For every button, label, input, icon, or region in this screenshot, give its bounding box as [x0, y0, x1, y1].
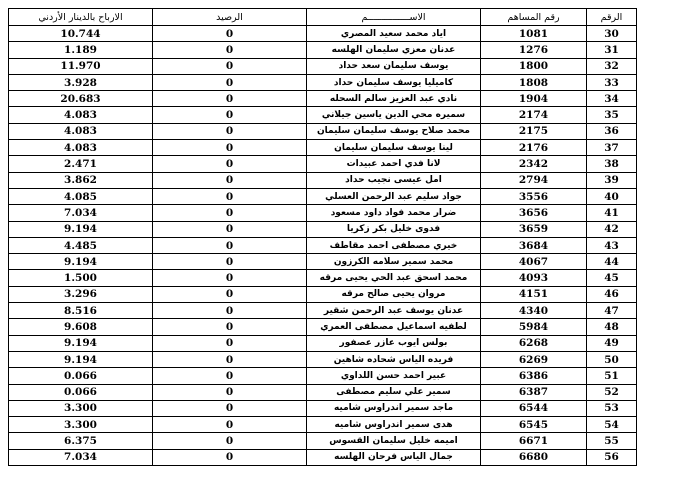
dividend-cell: 0.066 — [9, 368, 153, 384]
dividend-cell: 9.194 — [9, 351, 153, 367]
shareholder-no-cell: 6544 — [481, 400, 587, 416]
name-cell: لينا يوسف سليمان سليمان — [307, 140, 481, 156]
table-row — [9, 74, 637, 90]
dividend-cell: 11.970 — [9, 58, 153, 74]
balance-cell: 0 — [153, 42, 307, 58]
table-row — [9, 303, 637, 319]
header-dividends: الارباح بالدينار الأردني — [9, 9, 153, 26]
name-cell: كاميليا يوسف سليمان حداد — [307, 74, 481, 90]
dividend-cell: 4.083 — [9, 123, 153, 139]
shareholder-no-cell: 6269 — [481, 351, 587, 367]
name-cell: سمير علي سليم مصطفى — [307, 384, 481, 400]
table-row — [9, 319, 637, 335]
index-cell: 32 — [587, 58, 637, 74]
table-row — [9, 433, 637, 449]
balance-cell: 0 — [153, 254, 307, 270]
table-row — [9, 107, 637, 123]
table-row — [9, 156, 637, 172]
name-cell: محمد صلاح يوسف سليمان سليمان — [307, 123, 481, 139]
index-cell: 31 — [587, 42, 637, 58]
table-row — [9, 237, 637, 253]
dividend-cell: 3.300 — [9, 400, 153, 416]
shareholder-no-cell: 6386 — [481, 368, 587, 384]
dividend-cell: 4.085 — [9, 188, 153, 204]
dividend-cell: 3.928 — [9, 74, 153, 90]
dividend-cell: 0.066 — [9, 384, 153, 400]
table-row — [9, 172, 637, 188]
balance-cell: 0 — [153, 433, 307, 449]
header-name: الاســـــــــــــــم — [307, 9, 481, 26]
table-row — [9, 270, 637, 286]
index-cell: 50 — [587, 351, 637, 367]
name-cell: عدنان يوسف عبد الرحمن شقير — [307, 303, 481, 319]
table-row — [9, 91, 637, 107]
balance-cell: 0 — [153, 205, 307, 221]
dividend-cell: 9.194 — [9, 254, 153, 270]
balance-cell: 0 — [153, 221, 307, 237]
index-cell: 46 — [587, 286, 637, 302]
dividend-cell: 8.516 — [9, 303, 153, 319]
index-cell: 52 — [587, 384, 637, 400]
table-row — [9, 140, 637, 156]
dividend-cell: 3.296 — [9, 286, 153, 302]
name-cell: اميمه خليل سليمان القسوس — [307, 433, 481, 449]
shareholder-no-cell: 1081 — [481, 26, 587, 42]
table-body — [9, 26, 637, 466]
shareholder-no-cell: 6545 — [481, 417, 587, 433]
index-cell: 33 — [587, 74, 637, 90]
name-cell: سميره محي الدين ياسين جيلاني — [307, 107, 481, 123]
dividend-cell: 3.862 — [9, 172, 153, 188]
name-cell: نادي عبد العزيز سالم السحله — [307, 91, 481, 107]
balance-cell: 0 — [153, 417, 307, 433]
index-cell: 51 — [587, 368, 637, 384]
index-cell: 38 — [587, 156, 637, 172]
table-row — [9, 351, 637, 367]
balance-cell: 0 — [153, 303, 307, 319]
index-cell: 35 — [587, 107, 637, 123]
dividend-cell: 9.194 — [9, 335, 153, 351]
shareholder-no-cell: 3659 — [481, 221, 587, 237]
shareholder-no-cell: 2342 — [481, 156, 587, 172]
header-index: الرقم — [587, 9, 637, 26]
shareholder-no-cell: 1800 — [481, 58, 587, 74]
dividend-cell: 1.189 — [9, 42, 153, 58]
dividend-cell: 7.034 — [9, 449, 153, 465]
shareholder-no-cell: 6268 — [481, 335, 587, 351]
index-cell: 39 — [587, 172, 637, 188]
table-header-row — [9, 9, 637, 26]
balance-cell: 0 — [153, 449, 307, 465]
shareholder-no-cell: 2794 — [481, 172, 587, 188]
header-balance: الرصيد — [153, 9, 307, 26]
name-cell: فدوى خليل بكر زكريا — [307, 221, 481, 237]
table-row — [9, 205, 637, 221]
table-row — [9, 123, 637, 139]
balance-cell: 0 — [153, 26, 307, 42]
dividend-cell: 6.375 — [9, 433, 153, 449]
name-cell: لانا فدي احمد عبيدات — [307, 156, 481, 172]
dividend-cell: 3.300 — [9, 417, 153, 433]
page-edge — [674, 0, 684, 502]
name-cell: مروان يحيى صالح مرقه — [307, 286, 481, 302]
balance-cell: 0 — [153, 270, 307, 286]
name-cell: خيري مصطفى احمد مقاطف — [307, 237, 481, 253]
dividends-table — [8, 8, 637, 466]
name-cell: جواد سليم عبد الرحمن العسلي — [307, 188, 481, 204]
balance-cell: 0 — [153, 384, 307, 400]
index-cell: 43 — [587, 237, 637, 253]
name-cell: محمد سمير سلامه الكرزون — [307, 254, 481, 270]
index-cell: 54 — [587, 417, 637, 433]
dividend-cell: 10.744 — [9, 26, 153, 42]
name-cell: اياد محمد سعيد المصري — [307, 26, 481, 42]
shareholder-no-cell: 4067 — [481, 254, 587, 270]
dividend-cell: 4.485 — [9, 237, 153, 253]
shareholder-no-cell: 4093 — [481, 270, 587, 286]
shareholder-no-cell: 6671 — [481, 433, 587, 449]
dividend-cell: 20.683 — [9, 91, 153, 107]
table-row — [9, 42, 637, 58]
name-cell: هدى سمير اندراوس شاميه — [307, 417, 481, 433]
shareholder-no-cell: 2174 — [481, 107, 587, 123]
table-row — [9, 286, 637, 302]
name-cell: بولس ايوب عازر عصفور — [307, 335, 481, 351]
name-cell: عدنان معزي سليمان الهلسه — [307, 42, 481, 58]
table-row — [9, 58, 637, 74]
name-cell: يوسف سليمان سعد حداد — [307, 58, 481, 74]
index-cell: 53 — [587, 400, 637, 416]
shareholder-no-cell: 2175 — [481, 123, 587, 139]
table-row — [9, 449, 637, 465]
index-cell: 44 — [587, 254, 637, 270]
index-cell: 30 — [587, 26, 637, 42]
shareholder-no-cell: 5984 — [481, 319, 587, 335]
table-row — [9, 417, 637, 433]
index-cell: 34 — [587, 91, 637, 107]
balance-cell: 0 — [153, 335, 307, 351]
index-cell: 48 — [587, 319, 637, 335]
table-row — [9, 188, 637, 204]
dividend-cell: 9.608 — [9, 319, 153, 335]
index-cell: 56 — [587, 449, 637, 465]
balance-cell: 0 — [153, 107, 307, 123]
index-cell: 40 — [587, 188, 637, 204]
balance-cell: 0 — [153, 74, 307, 90]
balance-cell: 0 — [153, 91, 307, 107]
shareholder-no-cell: 6680 — [481, 449, 587, 465]
index-cell: 47 — [587, 303, 637, 319]
index-cell: 36 — [587, 123, 637, 139]
shareholder-no-cell: 3656 — [481, 205, 587, 221]
dividend-cell: 4.083 — [9, 140, 153, 156]
balance-cell: 0 — [153, 188, 307, 204]
balance-cell: 0 — [153, 58, 307, 74]
name-cell: محمد اسحق عبد الحي يحيى مرقه — [307, 270, 481, 286]
index-cell: 41 — [587, 205, 637, 221]
shareholder-no-cell: 4340 — [481, 303, 587, 319]
dividend-cell: 2.471 — [9, 156, 153, 172]
shareholder-no-cell: 3684 — [481, 237, 587, 253]
shareholder-no-cell: 1808 — [481, 74, 587, 90]
shareholder-no-cell: 4151 — [481, 286, 587, 302]
dividend-cell: 7.034 — [9, 205, 153, 221]
balance-cell: 0 — [153, 319, 307, 335]
name-cell: جمال الياس فرحان الهلسه — [307, 449, 481, 465]
name-cell: فريده الياس شحاده شاهين — [307, 351, 481, 367]
name-cell: ماجد سمير اندراوس شاميه — [307, 400, 481, 416]
index-cell: 42 — [587, 221, 637, 237]
shareholder-no-cell: 6387 — [481, 384, 587, 400]
table-row — [9, 254, 637, 270]
shareholder-no-cell: 2176 — [481, 140, 587, 156]
balance-cell: 0 — [153, 123, 307, 139]
name-cell: امل عيسى نجيب حداد — [307, 172, 481, 188]
balance-cell: 0 — [153, 400, 307, 416]
name-cell: لطفيه اسماعيل مصطفى العمري — [307, 319, 481, 335]
shareholder-no-cell: 1904 — [481, 91, 587, 107]
table-row — [9, 368, 637, 384]
dividend-cell: 1.500 — [9, 270, 153, 286]
shareholder-no-cell: 3556 — [481, 188, 587, 204]
index-cell: 45 — [587, 270, 637, 286]
table-row — [9, 400, 637, 416]
index-cell: 55 — [587, 433, 637, 449]
balance-cell: 0 — [153, 286, 307, 302]
table-row — [9, 384, 637, 400]
dividend-cell: 9.194 — [9, 221, 153, 237]
balance-cell: 0 — [153, 351, 307, 367]
balance-cell: 0 — [153, 172, 307, 188]
balance-cell: 0 — [153, 156, 307, 172]
balance-cell: 0 — [153, 140, 307, 156]
index-cell: 37 — [587, 140, 637, 156]
name-cell: عبير احمد حسن اللداوي — [307, 368, 481, 384]
dividend-cell: 4.083 — [9, 107, 153, 123]
table-row — [9, 221, 637, 237]
table-row — [9, 335, 637, 351]
index-cell: 49 — [587, 335, 637, 351]
name-cell: ضرار محمد فواد داود مسعود — [307, 205, 481, 221]
balance-cell: 0 — [153, 237, 307, 253]
shareholder-no-cell: 1276 — [481, 42, 587, 58]
balance-cell: 0 — [153, 368, 307, 384]
header-shareholder-no: رقم المساهم — [481, 9, 587, 26]
table-row — [9, 26, 637, 42]
